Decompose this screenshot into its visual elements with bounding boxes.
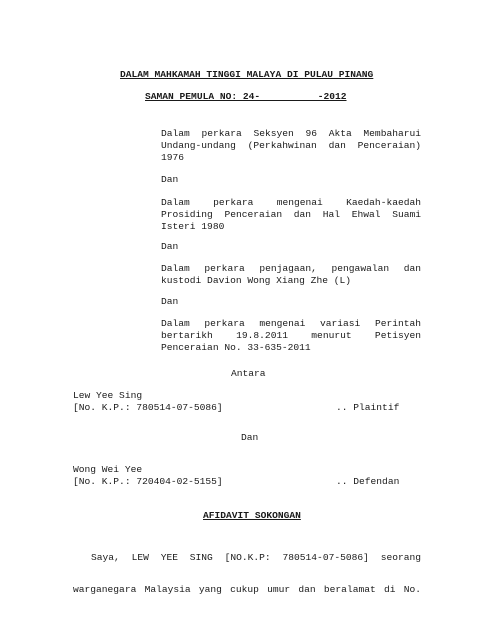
connector-dan-1: Dan [161,174,179,185]
connector-dan-2: Dan [161,241,179,252]
connector-dan-3: Dan [161,296,179,307]
matter-line: Undang-undang (Perkahwinan dan Penceraian) [161,140,421,151]
matter-line: Dalam perkara mengenai Kaedah-kaedah [161,197,421,208]
court-heading: DALAM MAHKAMAH TINGGI MALAYA DI PULAU PINANG [120,69,374,80]
matter-line: kustodi Davion Wong Xiang Zhe (L) [161,275,351,286]
matter-line: Isteri 1980 [161,221,225,232]
defendant-role: .. Defendan [336,476,400,487]
body-line-2: warganegara Malaysia yang cukup umur dan beralamat di No. [73,584,421,595]
and-label: Dan [241,432,259,443]
matter-line: Dalam perkara Seksyen 96 Akta Membaharui [161,128,421,139]
matter-3 [161,263,421,287]
between-label: Antara [231,368,266,379]
affidavit-title: AFIDAVIT SOKONGAN [203,510,301,521]
plaintiff-ic: [No. K.P.: 780514-07-5086] [73,402,223,413]
matter-1 [161,128,421,164]
matter-line: Dalam perkara penjagaan, pengawalan dan [161,263,421,274]
matter-line: bertarikh 19.8.2011 menurut Petisyen [161,330,421,341]
defendant-ic: [No. K.P.: 720404-02-5155] [73,476,223,487]
matter-line: Prosiding Penceraian dan Hal Ehwal Suami [161,209,421,220]
matter-line: Dalam perkara mengenai variasi Perintah [161,318,421,329]
plaintiff-role: .. Plaintif [336,402,400,413]
matter-4 [161,318,421,354]
matter-2 [161,197,421,233]
body-line-1: Saya, LEW YEE SING [NO.K.P: 780514-07-5086] seorang [91,552,421,563]
plaintiff-name: Lew Yee Sing [73,390,143,401]
body-paragraph [73,552,421,596]
summons-number: SAMAN PEMULA NO: 24- -2012 [145,91,347,102]
matter-line: 1976 [161,152,185,163]
matter-line: Penceraian No. 33-635-2011 [161,342,311,353]
defendant-name: Wong Wei Yee [73,464,143,475]
